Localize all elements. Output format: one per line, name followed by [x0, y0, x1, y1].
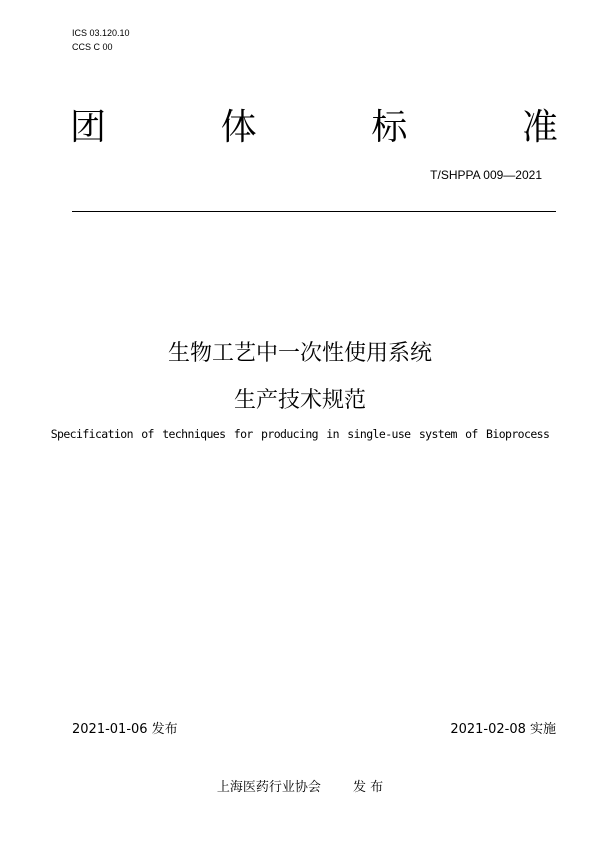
implementation-date: 2021-02-08 实施	[450, 722, 556, 737]
standard-type-char: 标	[371, 107, 408, 148]
issuer-action: 发 布	[353, 780, 384, 795]
title-zh-line2: 生产技术规范	[233, 388, 366, 413]
standard-type-heading	[70, 106, 558, 150]
standard-code: T/SHPPA 009—2021	[430, 168, 542, 182]
standard-type-char: 准	[521, 107, 558, 148]
ccs-code: CCS C 00	[72, 42, 113, 52]
publish-date: 2021-01-06 发布	[72, 722, 178, 737]
title-zh-line1: 生物工艺中一次性使用系统	[167, 341, 432, 366]
standard-type-char: 团	[70, 107, 107, 148]
title-en: Specification of techniques for producing in single-use system of Bioprocess	[50, 427, 550, 441]
issuer-name: 上海医药行业协会	[216, 780, 321, 795]
issuer	[0, 776, 600, 795]
divider	[72, 211, 556, 212]
ics-code: ICS 03.120.10	[72, 28, 130, 38]
standard-type-char: 体	[220, 107, 257, 148]
